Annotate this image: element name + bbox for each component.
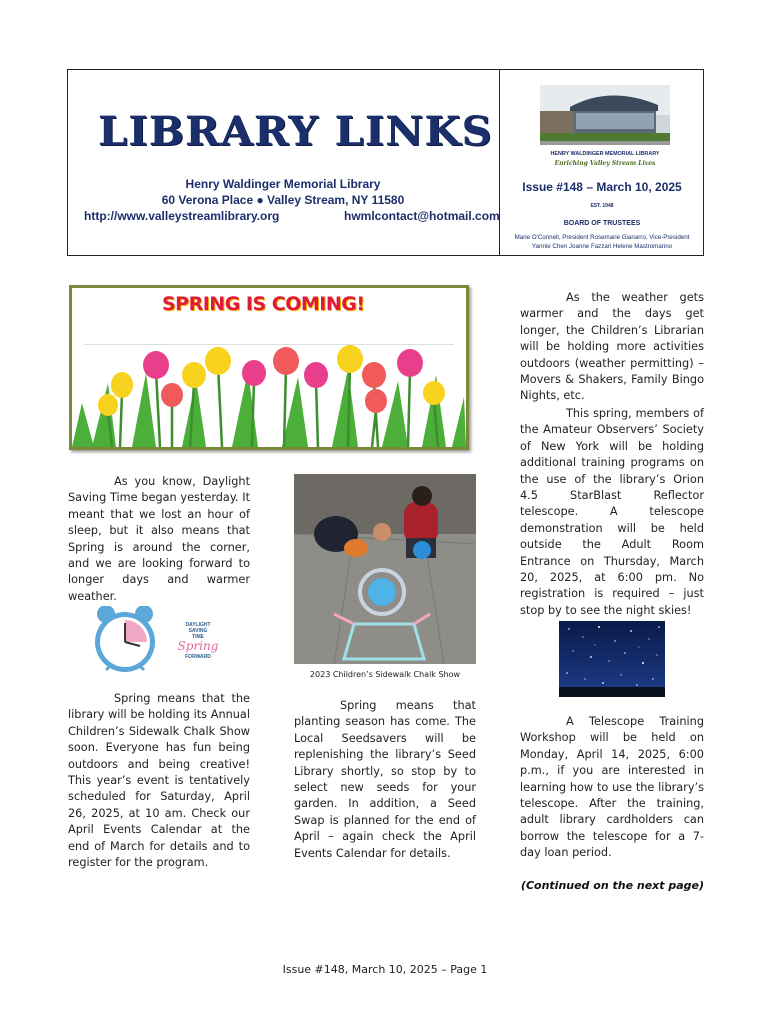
sidewalk-chalk-photo bbox=[294, 474, 476, 664]
seed-library-article-text: Spring means that planting season has come. The Local Seedsavers will be replenishing the library’s Seed Library shortly, so stop by to select new seeds for your garden. In addition, a Seed Swap is planned for the end of April – again check the April Events Calendar for details. bbox=[294, 699, 476, 860]
clock-label-saving: SAVING bbox=[188, 628, 208, 634]
clock-label-daylight: DAYLIGHT bbox=[185, 622, 211, 628]
tulips-illustration bbox=[72, 343, 466, 447]
newsletter-title: LIBRARY LINKS bbox=[98, 108, 493, 155]
library-email[interactable]: hwmlcontact@hotmail.com bbox=[344, 209, 500, 223]
library-logo bbox=[540, 85, 670, 171]
library-website[interactable]: http://www.valleystreamlibrary.org bbox=[84, 209, 280, 223]
clock-label-spring: Spring bbox=[177, 639, 219, 653]
trustees-line-1: Marie O'Connell, President Rosemarie Gianarro, Vice-President bbox=[514, 234, 690, 241]
dst-article bbox=[68, 474, 250, 605]
logo-title: HENRY WALDINGER MEMORIAL LIBRARY bbox=[550, 151, 660, 157]
continued-note: (Continued on the next page) bbox=[520, 879, 704, 892]
established-note: EST. 1948 bbox=[590, 203, 614, 209]
board-heading: BOARD OF TRUSTEES bbox=[563, 220, 641, 227]
issue-date: Issue #148 – March 10, 2025 bbox=[522, 180, 682, 194]
chalk-photo-caption: 2023 Children’s Sidewalk Chalk Show bbox=[309, 670, 461, 679]
spring-banner bbox=[69, 285, 469, 450]
daylight-saving-clock-illustration bbox=[92, 606, 232, 676]
chalk-show-article-text: Spring means that the library will be holding its Annual Children’s Sidewalk Chalk Show soon. Everyone has fun being outdoors and being creative! This year’s event is tentatively scheduled for Saturday, April 26, 2025, at 10 am. Check our April Events Calendar at the end of March for details and to register for the program. bbox=[68, 692, 250, 870]
masthead-divider bbox=[499, 69, 500, 256]
clock-label-forward: FORWARD bbox=[185, 654, 211, 660]
spring-banner-title: SPRING IS COMING! bbox=[162, 293, 365, 315]
chalk-show-article bbox=[68, 691, 250, 871]
clock-label-time: TIME bbox=[192, 634, 204, 640]
dst-article-text: As you know, Daylight Saving Time began yesterday. It meant that we lost an hour of sleep, but it also means that Spring is around the corner, and we are looking forward to longer days and warmer weather. bbox=[68, 475, 250, 603]
outdoor-activities-article-text: As the weather gets warmer and the days get longer, the Children’s Librarian will be holding more activities outdoors (weather permitting) – Movers & Shakers, Family Bingo Nights, etc. bbox=[520, 291, 704, 403]
logo-tagline: Enriching Valley Stream Lives bbox=[554, 160, 656, 167]
page-footer: Issue #148, March 10, 2025 – Page 1 bbox=[282, 963, 488, 976]
telescope-demo-article bbox=[520, 406, 704, 619]
telescope-workshop-article bbox=[520, 714, 704, 862]
trustees-line-2: Yannie Chen Joanne Fazzari Helene Mastromarino bbox=[531, 243, 673, 250]
night-sky-photo bbox=[559, 621, 665, 697]
outdoor-activities-article bbox=[520, 290, 704, 405]
library-address: 60 Verona Place ● Valley Stream, NY 11580 bbox=[161, 193, 405, 207]
telescope-demo-article-text: This spring, members of the Amateur Observers’ Society of New York will be holding additional training programs on the use of the library’s Orion 4.5 StarBlast Reflector telescope. A telescope demonstration will be held outside the Adult Room Entrance on Thursday, March 20, 2025, at 6:00 pm. No registration is required – just stop by to see the night skies! bbox=[520, 407, 704, 617]
seed-library-article bbox=[294, 698, 476, 862]
library-name: Henry Waldinger Memorial Library bbox=[185, 177, 381, 191]
telescope-workshop-article-text: A Telescope Training Workshop will be held on Monday, April 14, 2025, 6:00 p.m., if you are interested in learning how to use the library’s telescope. After the training, adult library cardholders can borrow the telescope for a 7-day loan period. bbox=[520, 715, 704, 860]
